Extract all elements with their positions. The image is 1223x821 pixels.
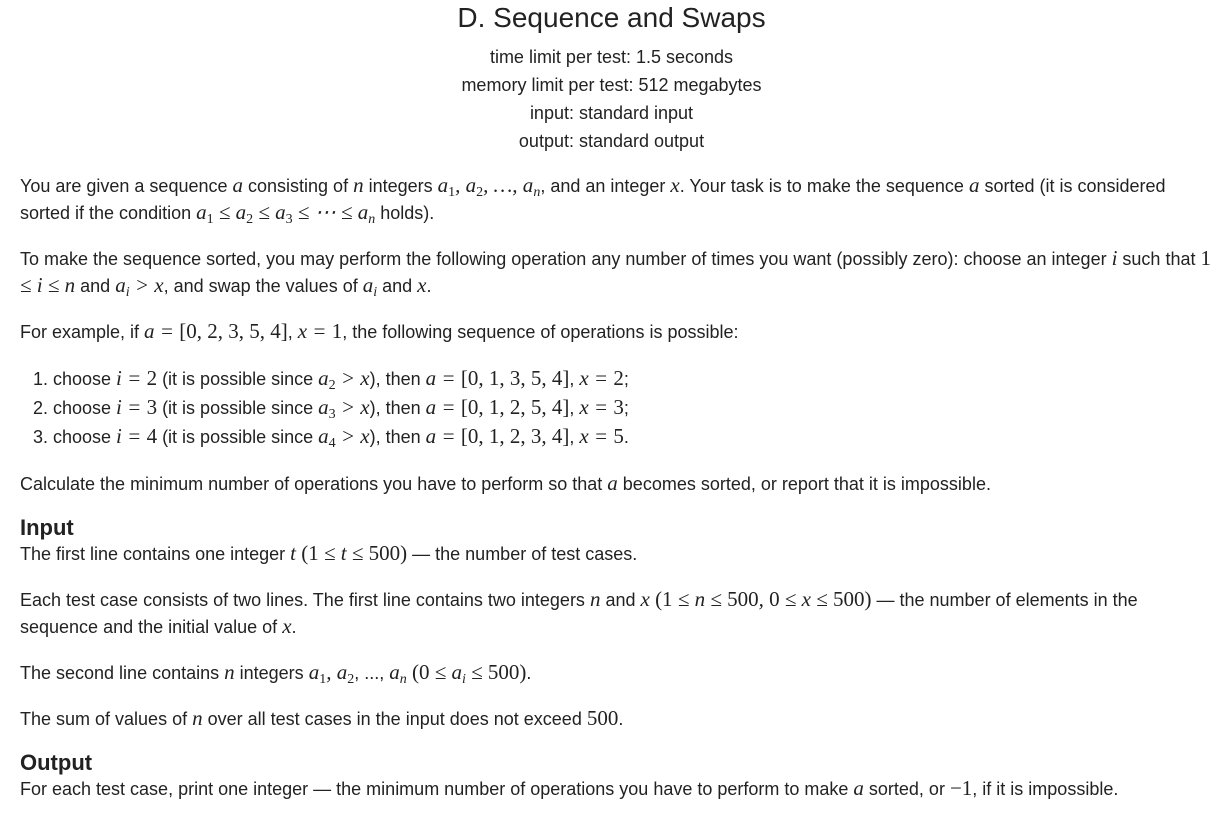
math: t (1 ≤ t ≤ 500): [290, 541, 408, 565]
math: a: [607, 471, 618, 495]
output-paragraph-1: For each test case, print one integer — the minimum number of operations you have to perform to make a sorted, or −1, if it is impossible.: [20, 776, 1119, 800]
problem-title: D. Sequence and Swaps: [457, 2, 766, 33]
math: x: [417, 273, 427, 297]
math: x (1 ≤ n ≤ 500, 0 ≤ x ≤ 500): [640, 587, 872, 611]
math: a = [0, 2, 3, 5, 4]: [144, 319, 288, 343]
input-paragraph-1: The first line contains one integer t (1 ≤ t ≤ 500) — the number of test cases.: [20, 541, 638, 565]
math: a: [232, 173, 244, 197]
math: $a_1$, $a_2$, …, $a_n$: [437, 173, 541, 200]
math: a: [853, 776, 864, 800]
input-paragraph-3: The second line contains n integers $a_1$, $a_2$, ..., $a_n$ $(0 \le a_i \le 500)$.: [20, 660, 532, 687]
time-limit: time limit per test: 1.5 seconds: [489, 47, 734, 67]
math: i: [1111, 246, 1118, 270]
math: x: [670, 173, 680, 197]
math: $a_i$: [362, 273, 378, 300]
math: 1 ≤ i ≤ n: [20, 246, 1211, 297]
math: n: [224, 660, 235, 684]
math: −1: [949, 776, 973, 800]
problem-header: [0, 0, 1223, 155]
math: n: [192, 706, 203, 730]
problem-statement: [20, 172, 1215, 821]
memory-limit: memory limit per test: 512 megabytes: [461, 75, 762, 95]
math: 500: [586, 706, 619, 730]
math: $a_n$ $(0 \le a_i \le 500)$: [389, 660, 527, 687]
math: x: [282, 614, 292, 638]
math: $a_1$, $a_2$: [308, 660, 355, 687]
math: $a_i > x$: [115, 273, 164, 300]
math: a: [968, 173, 980, 197]
output-spec: output: standard output: [518, 131, 705, 151]
list-item: 1. choose i = 2 (it is possible since $a_2 > x$), then a = [0, 1, 3, 5, 4], x = 2;: [53, 364, 1215, 393]
statement-paragraph-3: For example, if a = [0, 2, 3, 5, 4], x = 1, the following sequence of operations is possible:: [20, 319, 739, 343]
math: $a_1 \le a_2 \le a_3$ ≤ ⋯ ≤ $a_n$: [196, 200, 376, 227]
output-heading: Output: [20, 750, 93, 775]
input-spec: input: standard input: [529, 103, 694, 123]
list-item: 3. choose i = 4 (it is possible since $a_4 > x$), then a = [0, 1, 2, 3, 4], x = 5.: [53, 422, 1215, 451]
example-steps: [20, 364, 1215, 451]
input-paragraph-2: Each test case consists of two lines. The first line contains two integers n and x (1 ≤ n ≤ 500, 0 ≤ x ≤ 500) — the number of elements in the sequence and the initial value of x.: [20, 587, 1138, 638]
statement-paragraph-4: Calculate the minimum number of operations you have to perform so that a becomes sorted, or report that it is impossible.: [20, 471, 991, 495]
statement-paragraph-2: To make the sequence sorted, you may perform the following operation any number of times you want (possibly zero): choose an integer i such that 1 ≤ i ≤ n and $a_i > x$, and swap the values of $a_i$ and x.: [20, 246, 1211, 300]
math: n: [589, 587, 601, 611]
input-paragraph-4: The sum of values of n over all test cases in the input does not exceed 500.: [20, 706, 624, 730]
list-item: 2. choose i = 3 (it is possible since $a_3 > x$), then a = [0, 1, 2, 5, 4], x = 3;: [53, 393, 1215, 422]
math: n: [353, 173, 364, 197]
statement-paragraph-1: You are given a sequence a consisting of n integers $a_1$, $a_2$, …, $a_n$, and an integer x. Your task is to make the sequence a sorted (it is considered sorted if the condition $a_1 \le a_2 \le a_3$ ≤ ⋯ ≤ $a_n$ holds).: [20, 173, 1166, 227]
input-heading: Input: [20, 515, 74, 540]
math: x = 1: [297, 319, 343, 343]
